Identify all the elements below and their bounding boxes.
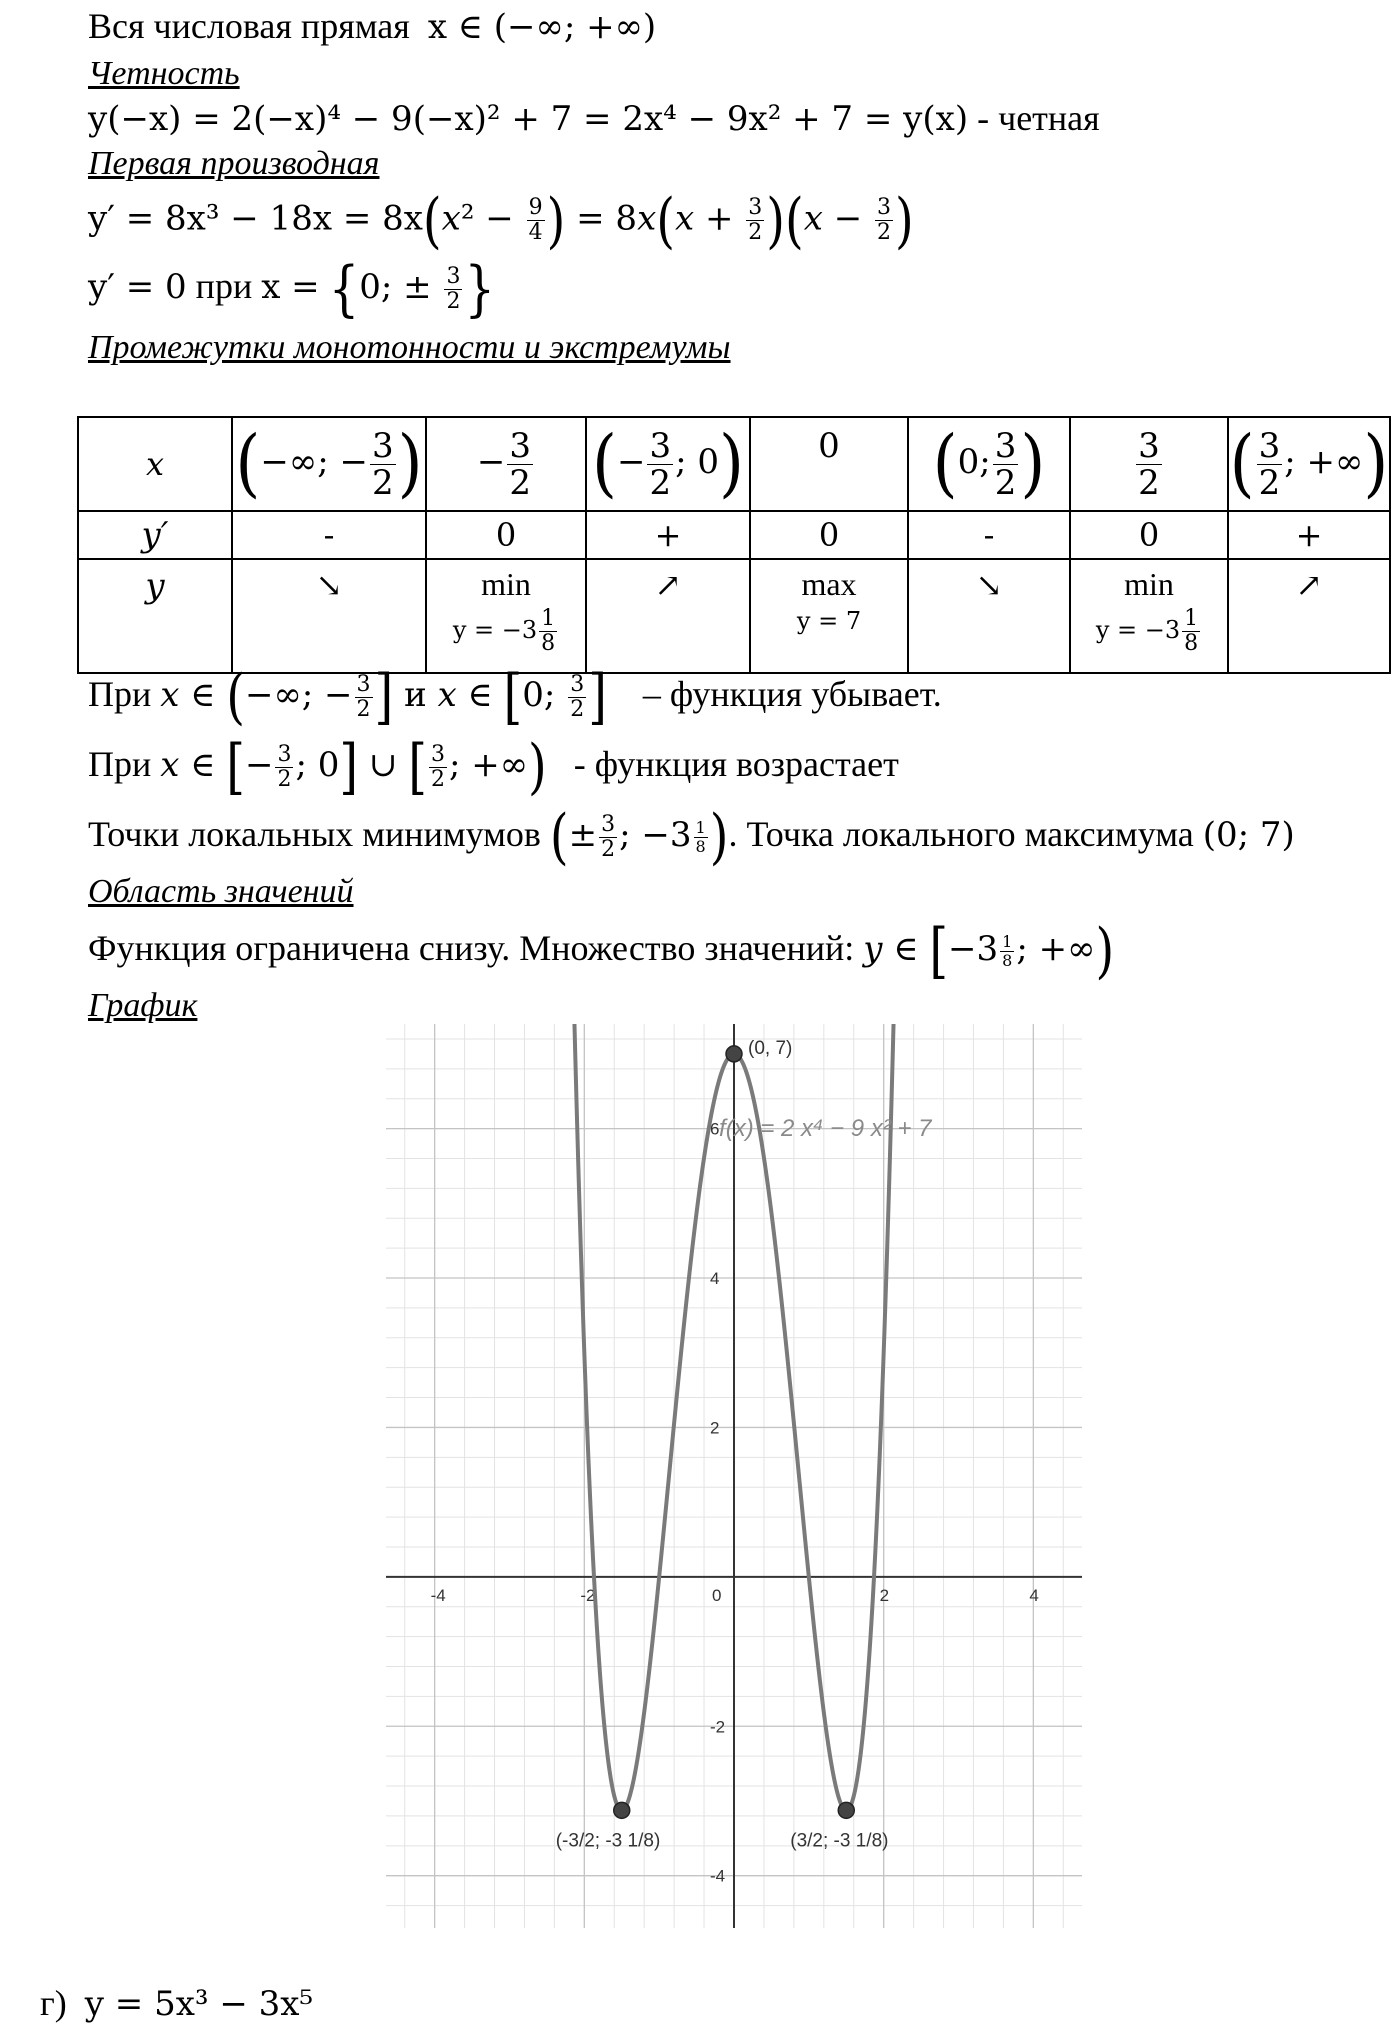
sign-cell: 0 <box>750 511 908 559</box>
decreasing-line: При x ∈ (−∞; − $\frac{3}{2}$ ] и x ∈ [0; $\frac{3}{2}$ ] – функция убывает. <box>88 662 942 732</box>
y-tick-label: -4 <box>710 1866 726 1886</box>
monotonic-heading: Промежутки монотонности и экстремумы <box>88 329 731 366</box>
max-point-label: (0, 7) <box>748 1037 793 1059</box>
parity-line <box>88 96 1100 141</box>
sign-cell: + <box>586 511 750 559</box>
function-graph <box>386 1024 1082 1928</box>
interval-cell: (0; $\frac{3}{2}$ ) <box>908 417 1070 511</box>
x-tick-label: -2 <box>580 1585 596 1605</box>
sign-cell: + <box>1228 511 1390 559</box>
parity-formula: y(−x) = 2(−x)⁴ − 9(−x)² + 7 = 2x⁴ − 9x² + 7 = y(x) <box>88 99 969 139</box>
sign-cell: 0 <box>1070 511 1228 559</box>
x-tick-label: 2 <box>879 1585 890 1605</box>
range-heading: Область значений <box>88 873 354 910</box>
interval-cell: 0 <box>750 417 908 511</box>
behaviour-cell: min y = −3 $\frac{1}{8}$ <box>426 559 586 673</box>
y-tick-label: 4 <box>710 1269 720 1289</box>
min-point-right <box>838 1802 854 1818</box>
derivative-zeros: y′ = 0 при x = {0; ± $\frac{3}{2}$ } <box>88 254 495 324</box>
sign-cell: - <box>908 511 1070 559</box>
increasing-line: При x ∈ [− $\frac{3}{2}$ ; 0] ∪ [ $\frac{3}{2}$ ; +∞) - функция возрастает <box>88 732 899 802</box>
next-item: г) y = 5x³ − 3x⁵ <box>40 1983 314 2024</box>
graph-svg <box>386 1024 1082 1928</box>
interval-cell: $\frac{3}{2}$ <box>1070 417 1228 511</box>
range-line: Функция ограничена снизу. Множество значений: y ∈ [−3 $\frac{1}{8}$ ; +∞) <box>88 916 1115 986</box>
domain-line <box>88 4 656 49</box>
behaviour-cell: ↘ <box>232 559 426 673</box>
x-tick-label: 4 <box>1029 1585 1039 1605</box>
min-point-right-label: (3/2; -3 1/8) <box>790 1830 889 1852</box>
row-label-y: y <box>78 559 232 673</box>
x-tick-label: -4 <box>430 1585 446 1605</box>
y-tick-label: 2 <box>710 1418 720 1438</box>
behaviour-cell: ↘ <box>908 559 1070 673</box>
min-point-left-label: (-3/2; -3 1/8) <box>555 1830 661 1852</box>
table-row-x <box>78 417 1390 511</box>
table-row-derivative <box>78 511 1390 559</box>
behaviour-cell: min y = −3 $\frac{1}{8}$ <box>1070 559 1228 673</box>
parity-heading: Четность <box>88 55 240 92</box>
row-label-x: x <box>78 417 232 511</box>
domain-text: Вся числовая прямая <box>88 6 410 46</box>
y-tick-label: 6 <box>710 1119 720 1139</box>
domain-math: x ∈ (−∞; +∞) <box>427 7 657 47</box>
graph-heading: График <box>88 987 198 1024</box>
interval-cell: − $\frac{3}{2}$ <box>426 417 586 511</box>
behaviour-cell: max y = 7 <box>750 559 908 673</box>
behaviour-cell: ↗ <box>586 559 750 673</box>
parity-note: - четная <box>977 98 1100 138</box>
behaviour-cell: ↗ <box>1228 559 1390 673</box>
min-point-left <box>614 1802 630 1818</box>
x-tick-label: 0 <box>712 1585 722 1605</box>
monotonicity-table <box>77 416 1391 674</box>
interval-cell: (− $\frac{3}{2}$ ; 0) <box>586 417 750 511</box>
y-tick-label: -2 <box>710 1717 726 1737</box>
row-label-yprime: y′ <box>78 511 232 559</box>
max-point <box>726 1046 742 1062</box>
sign-cell: 0 <box>426 511 586 559</box>
table-row-y <box>78 559 1390 673</box>
interval-cell: ( $\frac{3}{2}$ ; +∞) <box>1228 417 1390 511</box>
sign-cell: - <box>232 511 426 559</box>
derivative-heading: Первая производная <box>88 145 380 182</box>
interval-cell: (−∞; − $\frac{3}{2}$ ) <box>232 417 426 511</box>
derivative-formula: y′ = 8x³ − 18x = 8x(x² − $\frac{9}{4}$ ) = 8x(x + $\frac{3}{2}$ )(x − $\frac{3}{2}$ ) <box>88 185 914 256</box>
extrema-line: Точки локальных минимумов (± $\frac{3}{2}$ ; −3 $\frac{1}{8}$ ). Точка локального максимума (0; 7) <box>88 802 1295 872</box>
function-label: f(x) = 2 x⁴ − 9 x² + 7 <box>719 1115 932 1143</box>
